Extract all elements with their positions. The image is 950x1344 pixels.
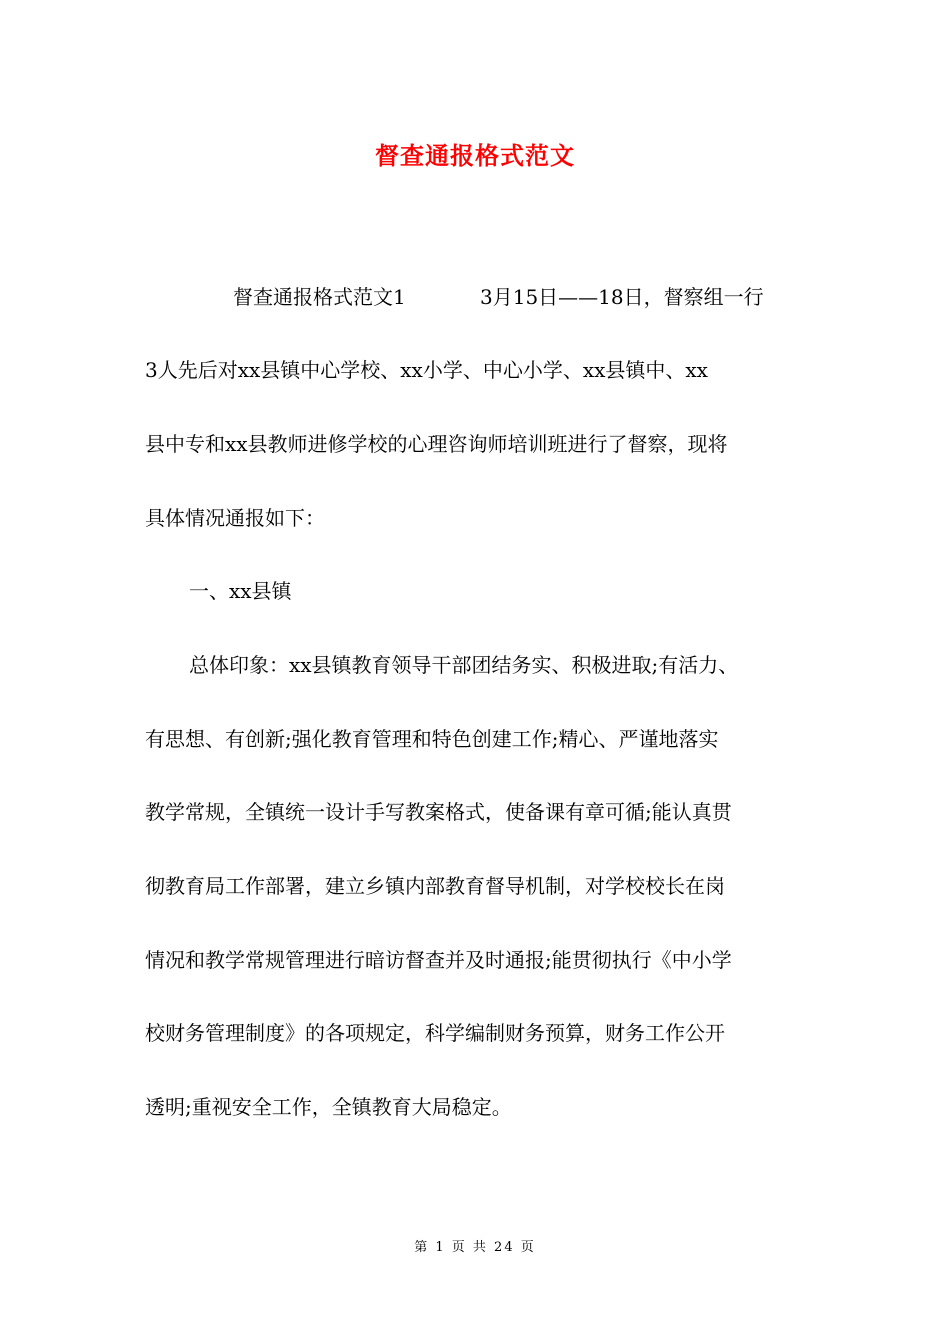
paragraph-line: 彻教育局工作部署，建立乡镇内部教育督导机制，对学校校长在岗 bbox=[145, 874, 725, 898]
paragraph-line: 县中专和xx县教师进修学校的心理咨询师培训班进行了督察，现将 bbox=[145, 432, 728, 456]
subsection-heading: 一、xx县镇 bbox=[189, 579, 292, 603]
document-title: 督查通报格式范文 bbox=[375, 141, 575, 170]
paragraph-line: 有思想、有创新;强化教育管理和特色创建工作;精心、严谨地落实 bbox=[145, 727, 719, 751]
paragraph-line: 总体印象：xx县镇教育领导干部团结务实、积极进取;有活力、 bbox=[189, 653, 739, 677]
paragraph-line: 情况和教学常规管理进行暗访督查并及时通报;能贯彻执行《中小学 bbox=[145, 948, 732, 972]
paragraph-line: 3人先后对xx县镇中心学校、xx小学、中心小学、xx县镇中、xx bbox=[145, 358, 708, 382]
section-heading: 督查通报格式范文1 bbox=[233, 285, 406, 309]
paragraph-line: 3月15日——18日，督察组一行 bbox=[480, 285, 764, 309]
paragraph-line: 具体情况通报如下： bbox=[145, 506, 325, 530]
page-number-footer: 第 1 页 共 24 页 bbox=[414, 1240, 536, 1255]
paragraph-line: 校财务管理制度》的各项规定，科学编制财务预算，财务工作公开 bbox=[145, 1021, 725, 1045]
paragraph-line: 教学常规，全镇统一设计手写教案格式，使备课有章可循;能认真贯 bbox=[145, 800, 732, 824]
paragraph-line: 透明;重视安全工作，全镇教育大局稳定。 bbox=[145, 1095, 512, 1119]
